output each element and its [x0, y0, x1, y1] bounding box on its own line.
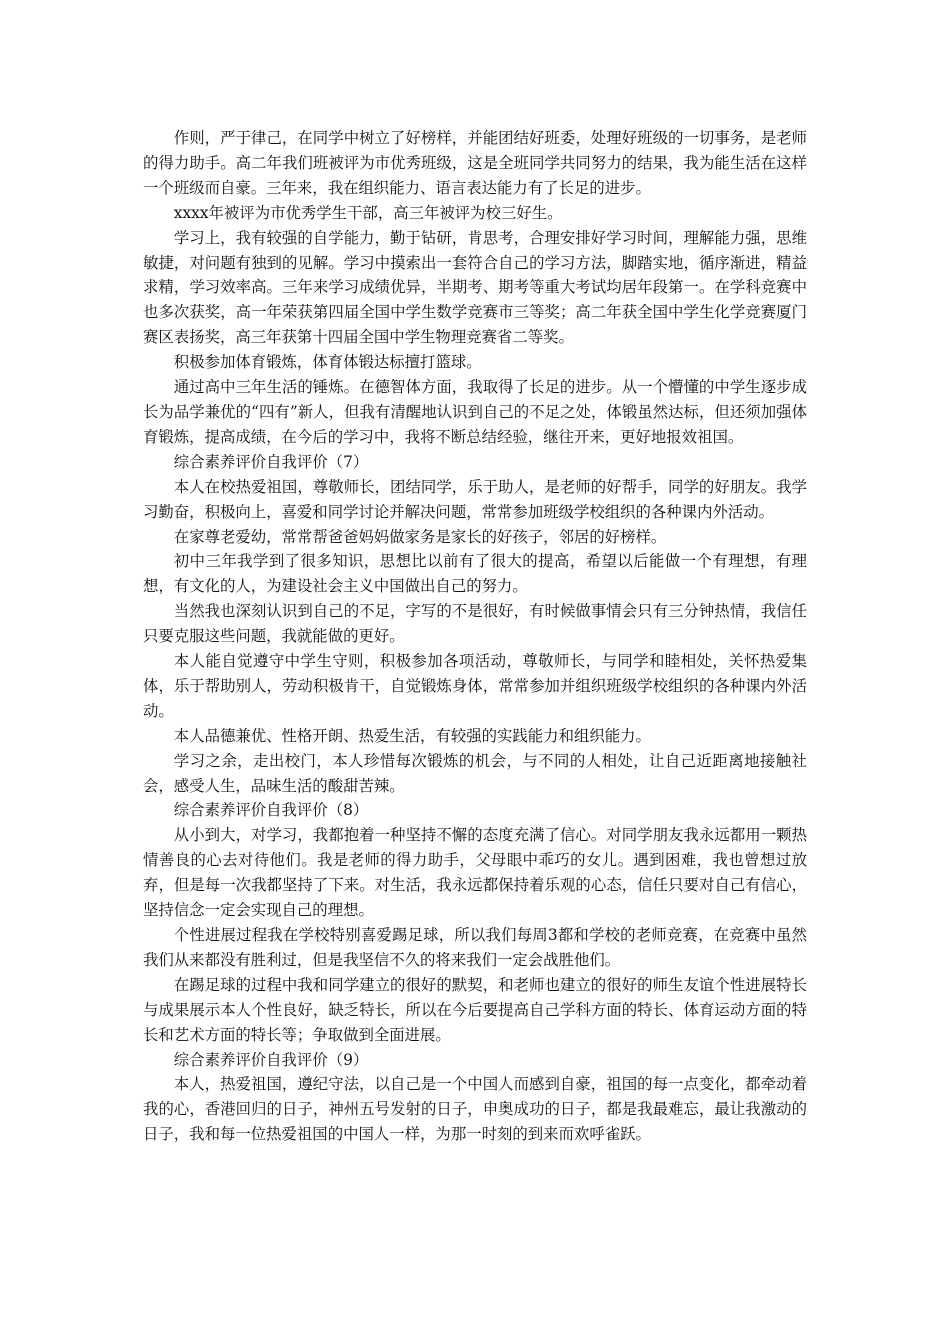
- paragraph-12: 本人品德兼优、性格开朗、热爱生活，有较强的实践能力和组织能力。: [173, 726, 651, 745]
- paragraph-7: 本人在校热爱祖国，尊敬师长，团结同学，乐于助人，是老师的好帮手，同学的好朋友。我学习勤奋，积极向上，喜爱和同学讨论并解决问题，常常参加班级学校组织的各种课内外活动。: [143, 477, 807, 521]
- paragraph-10: 当然我也深刻认识到自己的不足，字写的不是很好，有时候做事情会只有三分钟热情，我信任只要克服这些问题，我就能做的更好。: [143, 602, 807, 646]
- paragraph-19: 本人，热爱祖国，遵纪守法，以自己是一个中国人而感到自豪，祖国的每一点变化，都牵动着我的心，香港回归的日子，神州五号发射的日子，申奥成功的日子，都是我最难忘，最让我激动的日子，我和每一位热爱祖国的中国人一样，为那一时刻的到来而欢呼雀跃。: [143, 1075, 807, 1144]
- paragraph-5: 通过高中三年生活的锤炼。在德智体方面，我取得了长足的进步。从一个懵懂的中学生逐步成长为品学兼优的“四有”新人，但我有清醒地认识到自己的不足之处，体锻虽然达标，但还须加强体育锻炼，提高成绩，在今后的学习中，我将不断总结经验，继往开来，更好地报效祖国。: [143, 378, 807, 446]
- paragraph-16: 个性进展过程我在学校特别喜爱踢足球，所以我们每周3都和学校的老师竞赛，在竞赛中虽然我们从来都没有胜利过，但是我坚信不久的将来我们一定会战胜他们。: [143, 926, 807, 969]
- paragraph-2: xxxx年被评为市优秀学生干部，高三年被评为校三好生。: [173, 203, 563, 222]
- paragraph-15: 从小到大，对学习，我都抱着一种坚持不懈的态度充满了信心。对同学朋友我永远都用一颗热情善良的心去对待他们。我是老师的得力助手，父母眼中乖巧的女儿。遇到困难，我也曾想过放弃，但是每一次我都坚持了下来。对生活，我永远都保持着乐观的心态，信任只要对自己有信心，坚持信念一定会实现自己的理想。: [143, 826, 807, 920]
- document-page: [143, 126, 807, 1147]
- section-heading-9: 综合素养评价自我评价（9）: [173, 1050, 369, 1069]
- paragraph-17: 在踢足球的过程中我和同学建立的很好的默契，和老师也建立的很好的师生友谊个性进展特长与成果展示本人个性良好，缺乏特长，所以在今后要提高自己学科方面的特长、体育运动方面的特长和艺术方面的特长等；争取做到全面进展。: [143, 975, 807, 1044]
- section-heading-7: 综合素养评价自我评价（7）: [173, 452, 369, 471]
- section-heading-8: 综合素养评价自我评价（8）: [173, 801, 369, 820]
- paragraph-11: 本人能自觉遵守中学生守则，积极参加各项活动，尊敬师长，与同学和睦相处，关怀热爱集体，乐于帮助别人，劳动积极肯干，自觉锻炼身体，常常参加并组织班级学校组织的各种课内外活动。: [143, 652, 807, 720]
- paragraph-9: 初中三年我学到了很多知识，思想比以前有了很大的提高，希望以后能做一个有理想，有理想，有文化的人，为建设社会主义中国做出自己的努力。: [143, 552, 807, 596]
- paragraph-1: 作则，严于律己，在同学中树立了好榜样，并能团结好班委，处理好班级的一切事务，是老师的得力助手。高二年我们班被评为市优秀班级，这是全班同学共同努力的结果，我为能生活在这样一个班级而自豪。三年来，我在组织能力、语言表达能力有了长足的进步。: [143, 129, 807, 197]
- paragraph-4: 积极参加体育锻炼，体育体锻达标擅打篮球。: [173, 353, 482, 372]
- paragraph-8: 在家尊老爱幼，常常帮爸爸妈妈做家务是家长的好孩子，邻居的好榜样。: [173, 527, 667, 546]
- paragraph-13: 学习之余，走出校门，本人珍惜每次锻炼的机会，与不同的人相处，让自己近距离地接触社会，感受人生，品味生活的酸甜苦辣。: [143, 751, 807, 795]
- paragraph-3: 学习上，我有较强的自学能力，勤于钻研，肯思考，合理安排好学习时间，理解能力强，思维敏捷，对问题有独到的见解。学习中摸索出一套符合自己的学习方法，脚踏实地，循序渐进，精益求精，学习效率高。三年来学习成绩优异，半期考、期考等重大考试均居年段第一。在学科竞赛中也多次获奖，高一年荣获第四届全国中学生数学竞赛市三等奖；高二年获全国中学生化学竞赛厦门赛区表扬奖，高三年获第十四届全国中学生物理竞赛省二等奖。: [143, 228, 807, 347]
